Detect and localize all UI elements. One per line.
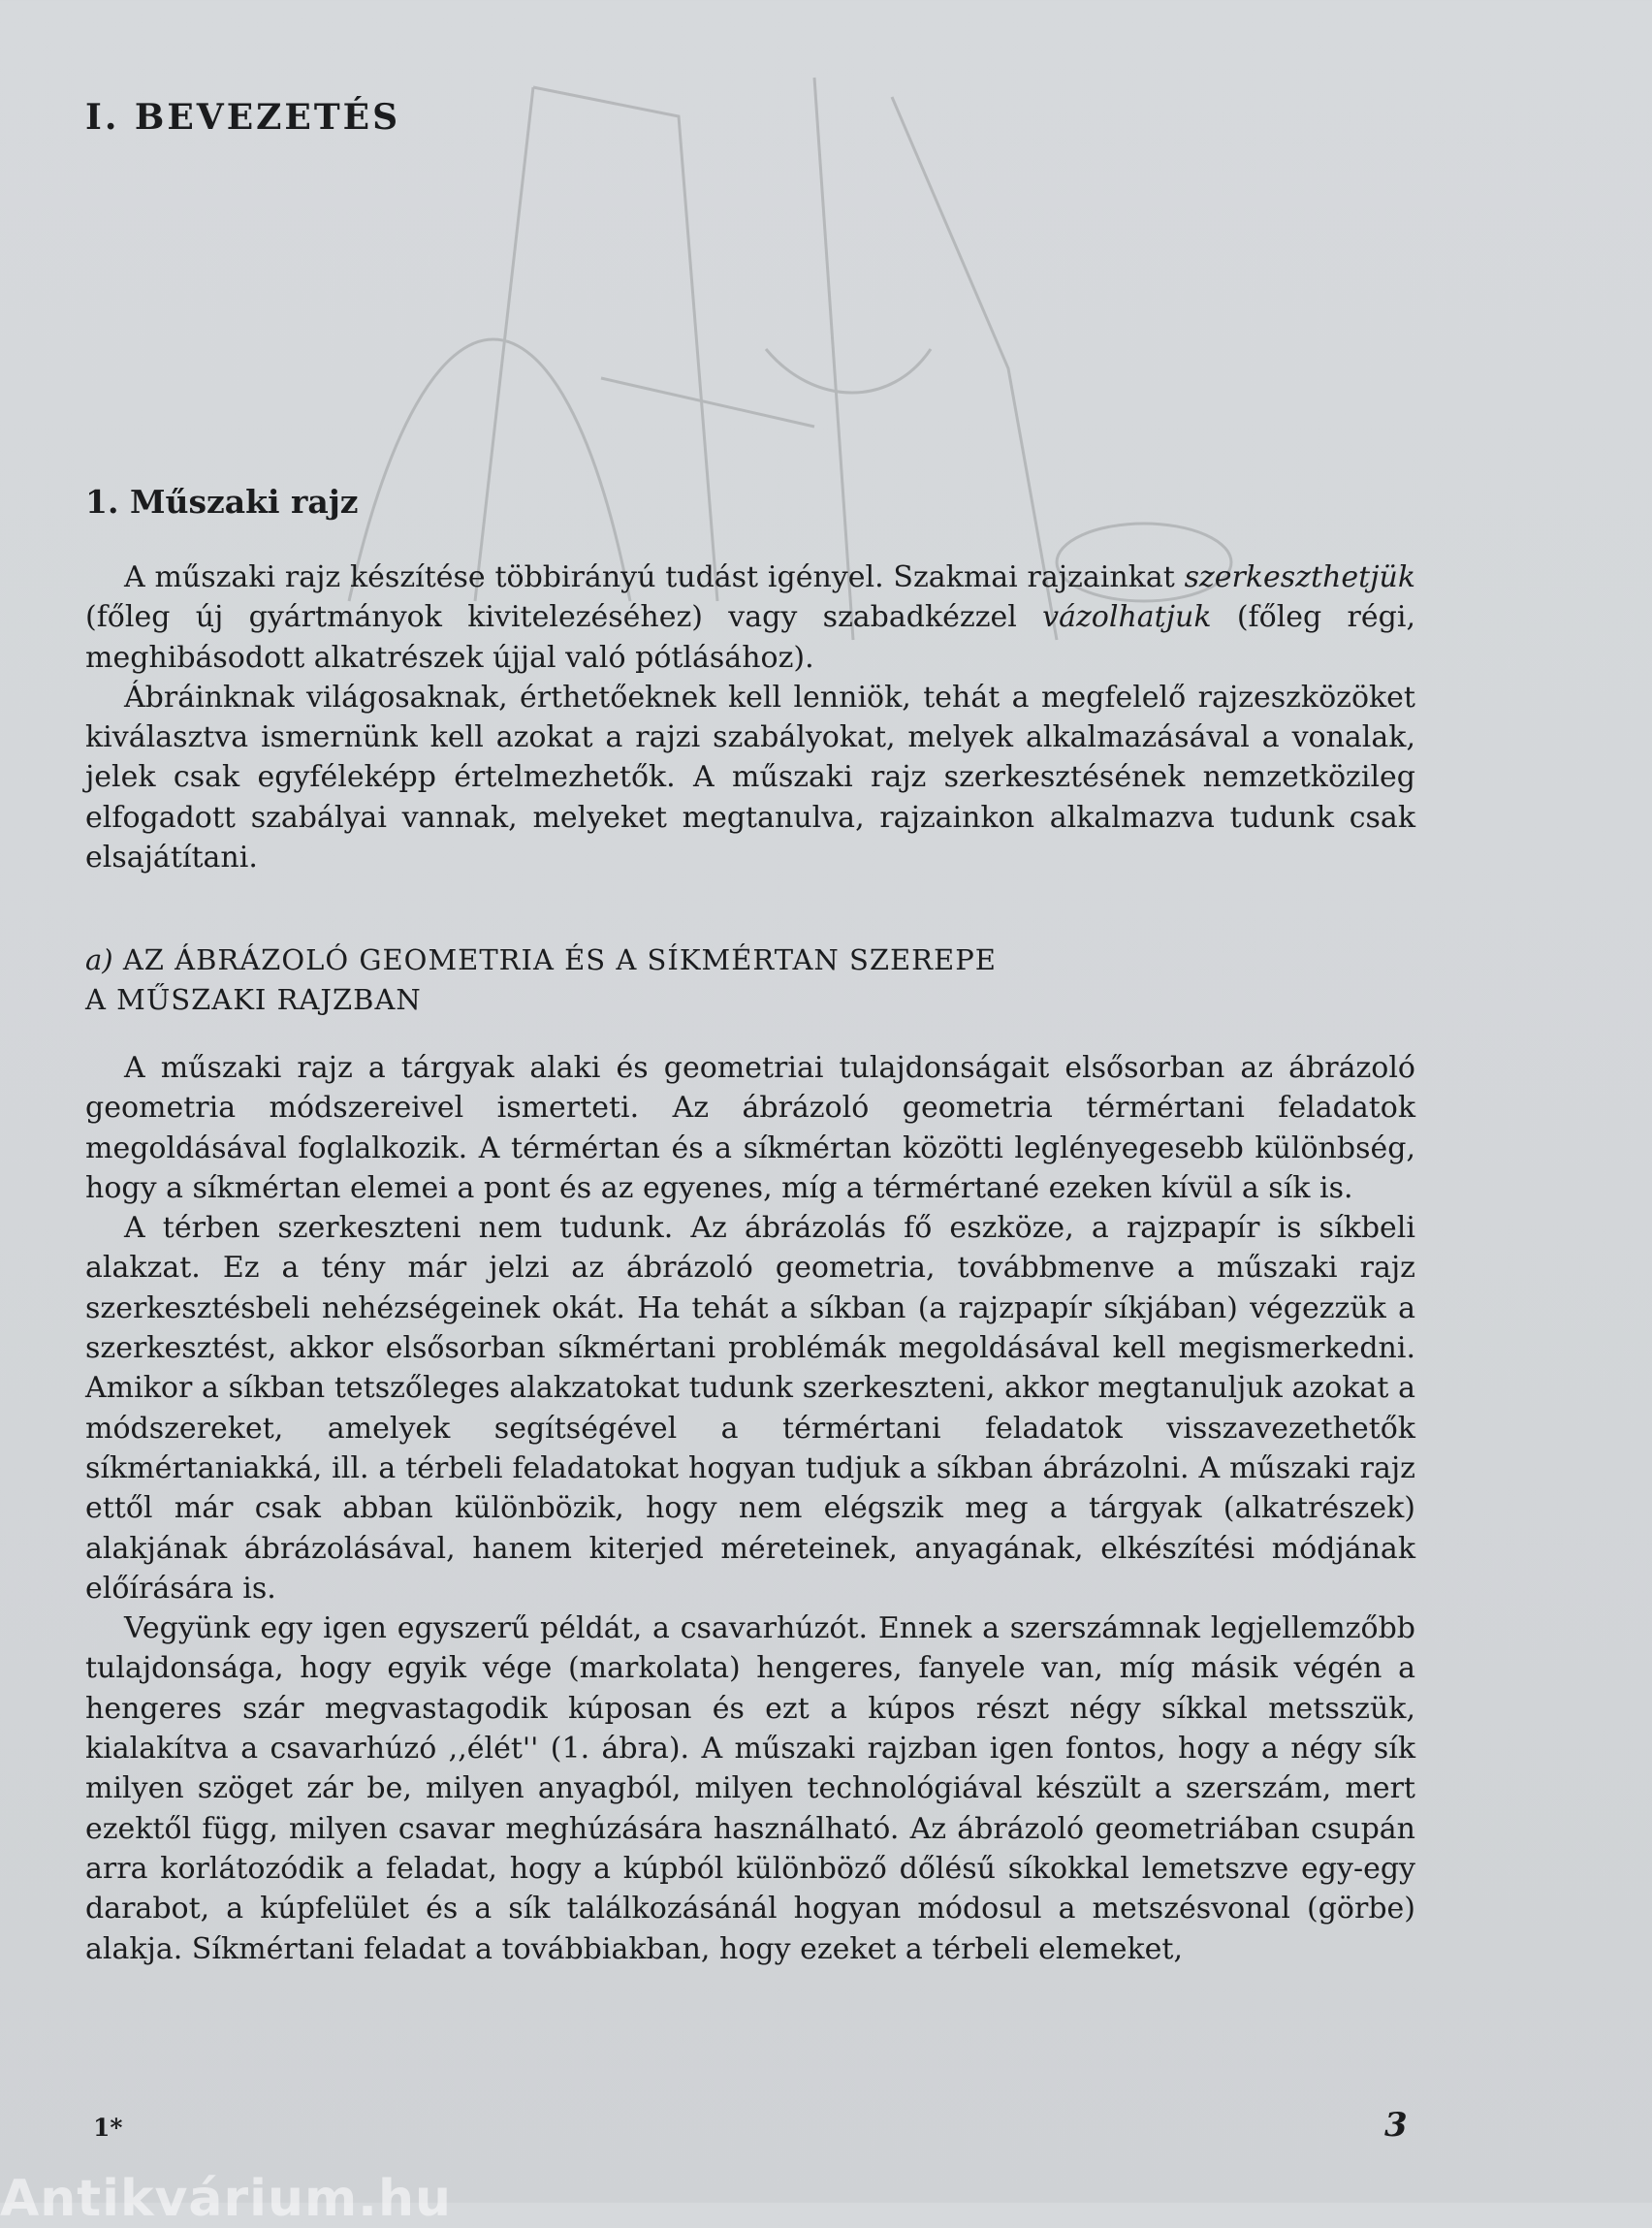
intro-paragraph-2: Ábráinknak világosaknak, érthetőeknek kell lenniök, tehát a megfelelő rajzeszközöket kiválasztva ismernünk kell azokat a rajzi szabályokat, melyek alkalmazásával a vonalak, jelek csak egyféleképp értelmezhetők. A műszaki rajz szerkesztésének nemzetközileg elfogadott szabályai vannak, melyeket megtanulva, rajzainkon alkalmazva tudunk csak elsajátítani. (85, 680, 1415, 875)
chapter-title: I. BEVEZETÉS (85, 97, 401, 138)
body-paragraph-3: Vegyünk egy igen egyszerű példát, a csavarhúzót. Ennek a szerszámnak legjellemzőbb tulajdonsága, hogy egyik vége (markolata) hengeres, fanyele van, míg másik végén a hengeres szár megvastagodik kúposan és ezt a kúpos részt négy síkkal metsszük, kialakítva a csavarhúzó ,,élét'' (1. ábra). A műszaki rajzban igen fontos, hogy a négy sík milyen szöget zár be, milyen anyagból, milyen technológiával készült a szerszám, mert ezektől függ, milyen csavar meghúzására használható. Az ábrázoló geometriában csupán arra korlátozódik a feladat, hogy a kúpból különböző dőlésű síkokkal lemetszve egy-egy darabot, a kúpfelület és a sík találkozásánál hogyan módosul a metszésvonal (görbe) alakja. Síkmértani feladat a továbbiakban, hogy ezeket a térbeli elemeket, (85, 1611, 1415, 1966)
subsection-heading (85, 940, 1297, 1020)
page-number: 3 (1384, 2106, 1408, 2145)
subsection-title-line-2: A MŰSZAKI RAJZBAN (85, 983, 422, 1016)
emphasis-term: szerkeszthetjük (1184, 560, 1415, 594)
body-paragraph-2: A térben szerkeszteni nem tudunk. Az ábrázolás fő eszköze, a rajzpapír is síkbeli alakzat. Ez a tény már jelzi az ábrázoló geometria, továbbmenve a műszaki rajz szerkesztésbeli nehézségeinek okát. Ha tehát a síkban (a rajzpapír síkjában) végezzük a szerkesztést, akkor elsősorban síkmértani problémák megoldásával kell megismerkedni. Amikor a síkban tetszőleges alakzatokat tudunk szerkeszteni, akkor megtanuljuk azokat a módszereket, amelyek segítségével a térmértani feladatok visszavezethetők síkmértaniakká, ill. a térbeli feladatokat hogyan tudjuk a síkban ábrázolni. A műszaki rajz ettől már csak abban különbözik, hogy nem elégszik meg a tárgyak (alkatrészek) alakjának ábrázolásával, hanem kiterjed méreteinek, anyagának, elkészítési módjának előírására is. (85, 1211, 1415, 1606)
intro-text (85, 557, 1415, 877)
emphasis-term: vázolhatjuk (1042, 600, 1212, 635)
body-text (85, 1048, 1415, 1969)
subsection-title-line-1: AZ ÁBRÁZOLÓ GEOMETRIA ÉS A SÍKMÉRTAN SZEREPE (122, 943, 997, 976)
body-paragraph-1: A műszaki rajz a tárgyak alaki és geometriai tulajdonságait elsősorban az ábrázoló geometria módszereivel ismerteti. Az ábrázoló geometria térmértani feladatok megoldásával foglalkozik. A térmértan és a síkmértan közötti leglényegesebb különbség, hogy a síkmértan elemei a pont és az egyenes, míg a térmértané ezeken kívül a sík is. (85, 1051, 1415, 1205)
signature-mark: 1* (93, 2114, 123, 2142)
intro-paragraph-1: A műszaki rajz készítése többirányú tudást igényel. Szakmai rajzainkat szerkeszthetjük (főleg új gyártmányok kivitelezéséhez) vagy szabadkézzel vázolhatjuk (főleg régi, meghibásodott alkatrészek újjal való pótlásához). (85, 560, 1415, 675)
section-title: 1. Műszaki rajz (85, 483, 359, 521)
subsection-marker: a) (85, 943, 113, 976)
watermark: Antikvárium.hu (0, 2170, 452, 2228)
